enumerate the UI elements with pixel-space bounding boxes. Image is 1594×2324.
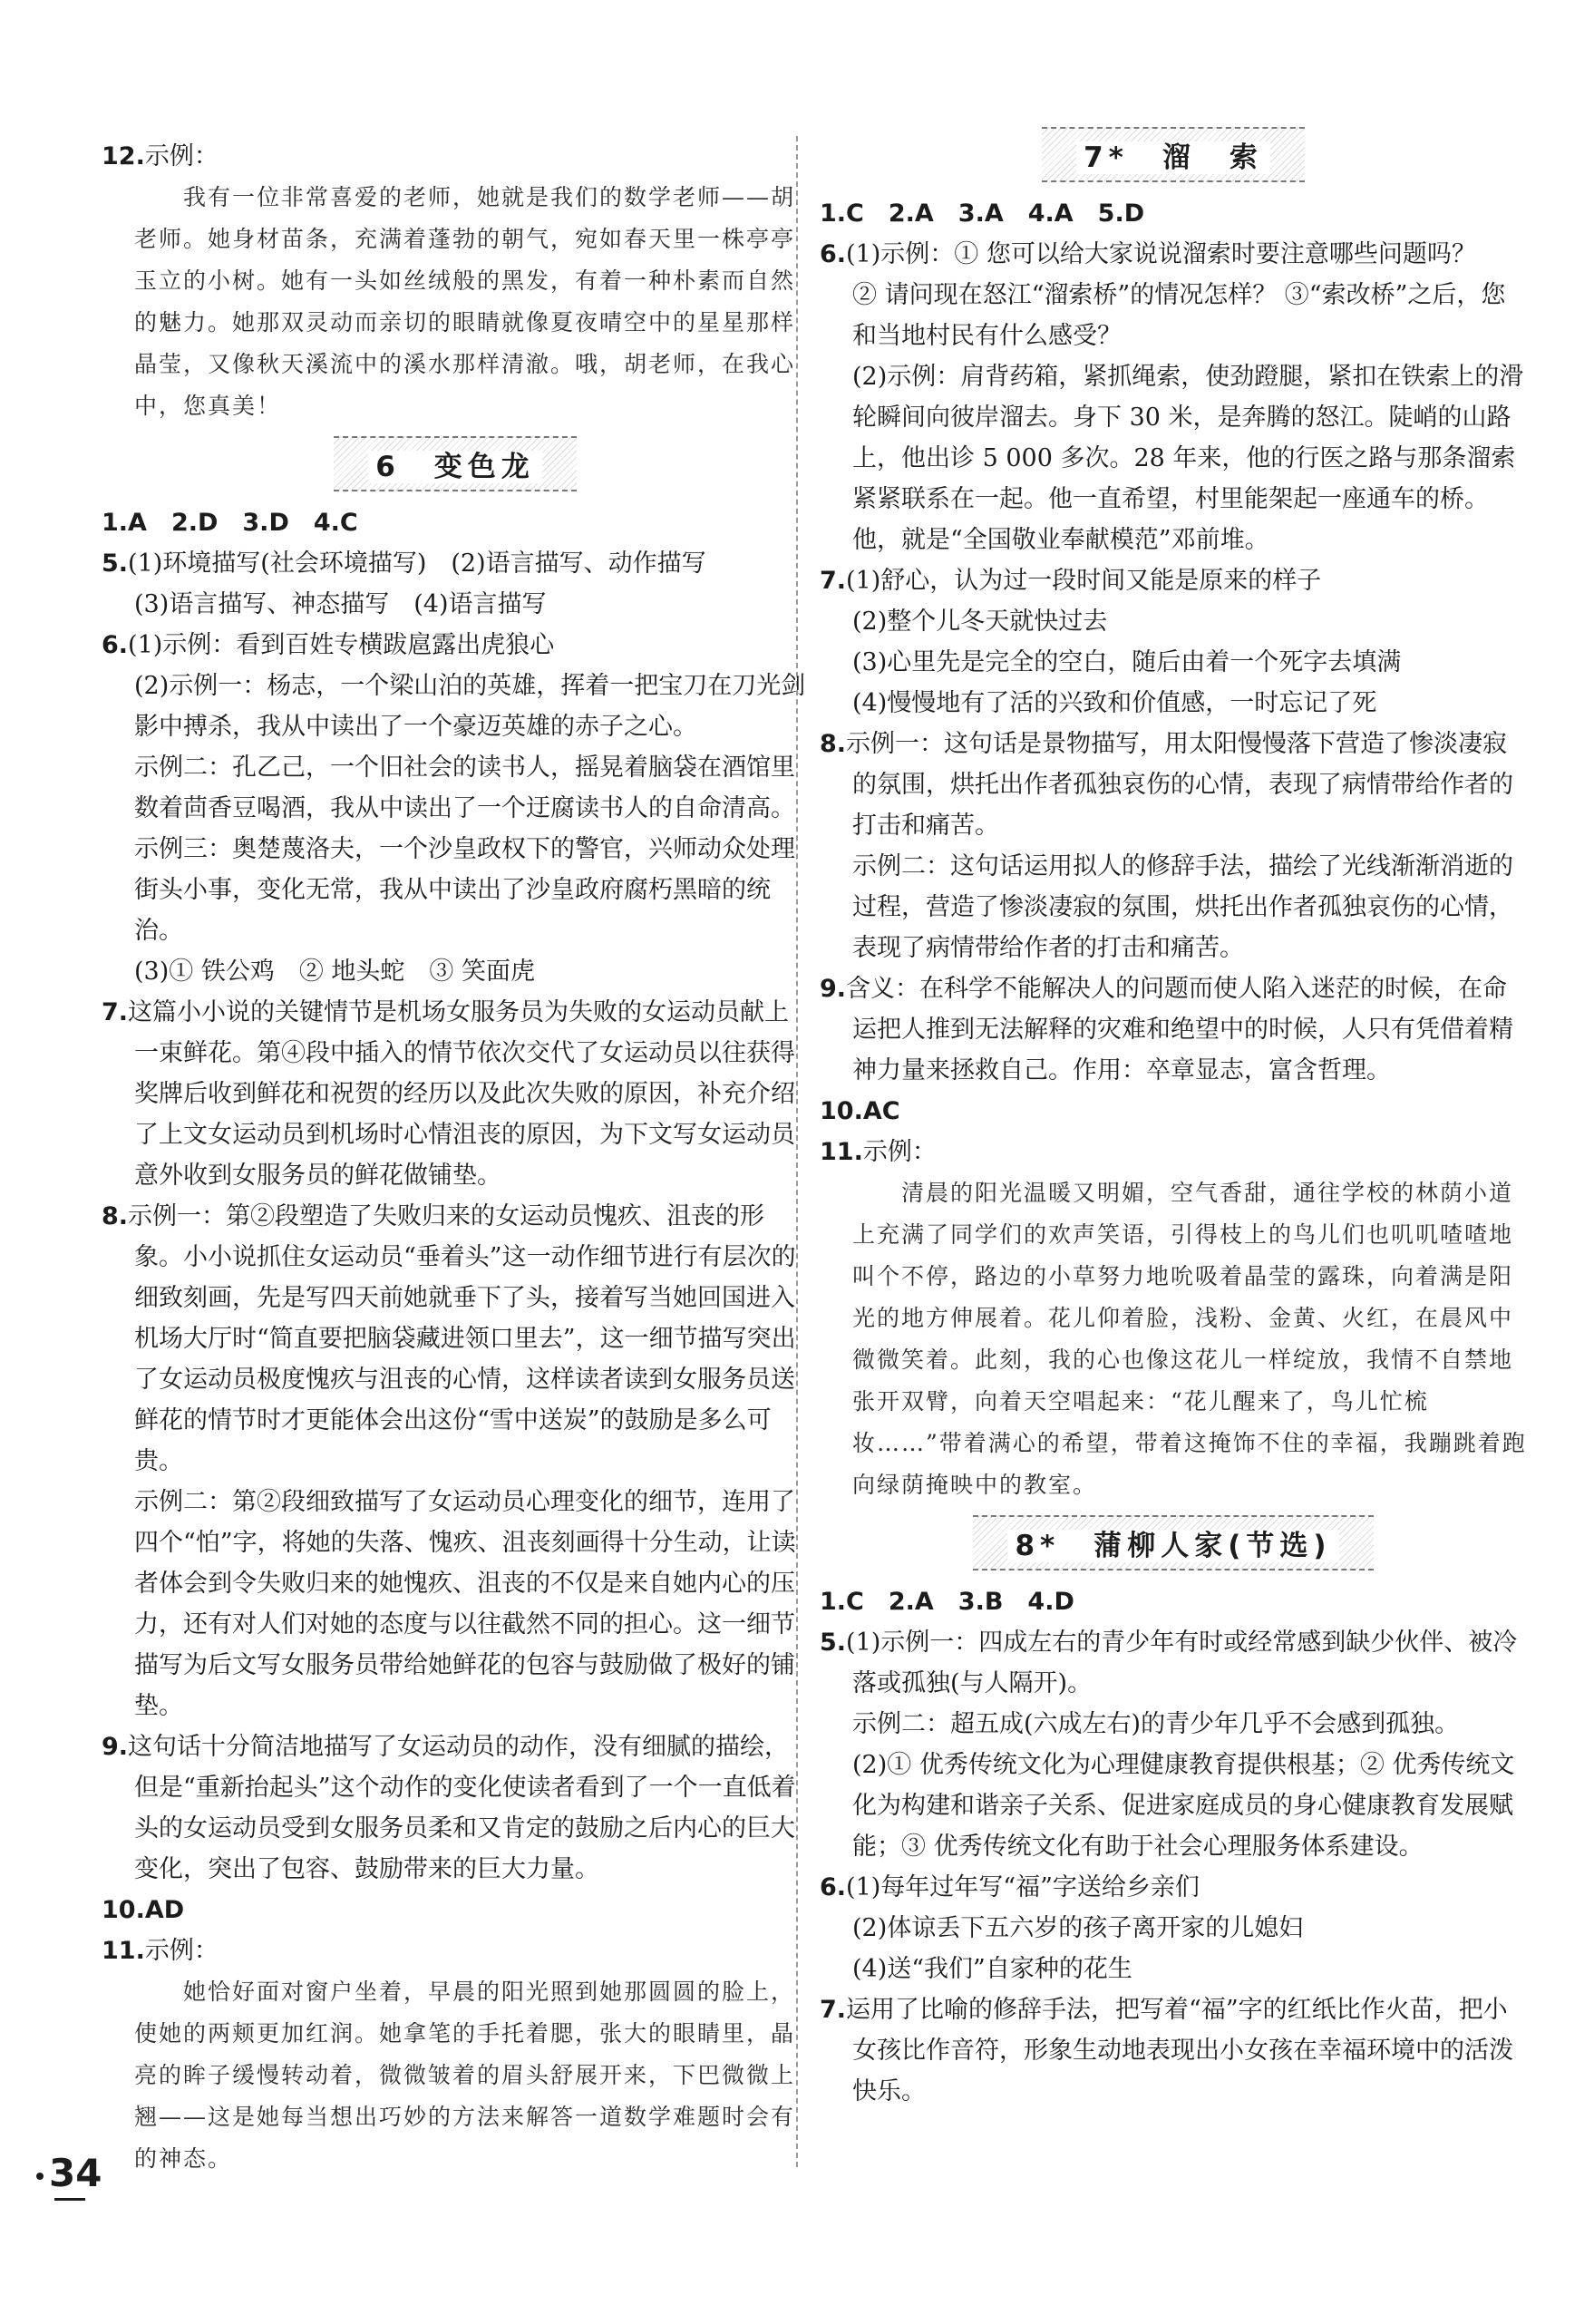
lesson-6-title: 6 变色龙 xyxy=(334,436,577,491)
l7-q8-a: 8.示例一：这句话是景物描写，用太阳慢慢落下营造了惨淡凄寂的氛围，烘托出作者孤独哀伤的心情，表现了病情带给作者的打击和痛苦。 xyxy=(820,730,1513,840)
l7-q6-c: (2)示例：肩背药箱，紧抓绳索，使劲蹬腿，紧扣在铁索上的滑轮瞬间向彼岸溜去。身下 30 米，是奔腾的怒江。陡峭的山路上，他出诊 5 000 多次。28 年来，他的行医之路与那条溜索紧紧联系在一起。他一直希望，村里能架起一座通车的桥。他，就是“全国敬业奉献模范”邓前堆。 xyxy=(852,363,1524,554)
l6-q8-b: 示例二：第②段细致描写了女运动员心理变化的细节，连用了四个“怕”字，将她的失落、愧疚、沮丧刻画得十分生动，让读者体会到令失败归来的她愧疚、沮丧的不仅是来自她内心的压力，还有对人们对她的态度与以往截然不同的担心。这一细节描写为后文写女服务员带给她鲜花的包容与鼓励做了极好的铺垫。 xyxy=(134,1488,796,1720)
l8-q5-a: 5.(1)示例一：四成左右的青少年有时或经常感到缺少伙伴、被冷落或孤独(与人隔开)。 xyxy=(820,1629,1518,1697)
q12-heading: 12.示例： xyxy=(102,142,219,170)
l7-q7-c: (3)心里先是完全的空白，随后由着一个死字去填满 xyxy=(852,648,1402,676)
l6-q7: 7.这篇小小说的关键情节是机场女服务员为失败的女运动员献上一束鲜花。第④段中插入的情节依次交代了女运动员以往获得奖牌后收到鲜花和祝贺的经历以及此次失败的原因，补充介绍了上文女运动员到机场时心情沮丧的原因，为下文写女运动员意外收到女服务员的鲜花做铺垫。 xyxy=(102,998,795,1190)
page-number: 34 xyxy=(36,2151,102,2195)
lesson-7-title: 7* 溜 索 xyxy=(1042,127,1305,182)
l6-q6-b: (2)示例一：杨志，一个梁山泊的英雄，挥着一把宝刀在刀光剑影中搏杀，我从中读出了一个豪迈英雄的赤子之心。 xyxy=(134,672,806,741)
l6-q6-e: (3)① 铁公鸡 ② 地头蛇 ③ 笑面虎 xyxy=(134,958,535,986)
l7-q7-d: (4)慢慢地有了活的兴致和价值感，一时忘记了死 xyxy=(852,689,1377,717)
l6-q5-a: 5.(1)环境描写(社会环境描写) (2)语言描写、动作描写 xyxy=(102,549,706,578)
l7-q6-b: ② 请问现在怒江“溜索桥”的情况怎样？ ③“索改桥”之后，您和当地村民有什么感受？ xyxy=(852,281,1506,350)
l8-q6-c: (4)送“我们”自家种的花生 xyxy=(852,1955,1132,1983)
l8-q6-a: 6.(1)每年过年写“福”字送给乡亲们 xyxy=(820,1873,1200,1901)
l7-q10: 10.AC xyxy=(820,1097,900,1125)
l8-q5-b: 示例二：超五成(六成左右)的青少年几乎不会感到孤独。 xyxy=(852,1710,1460,1738)
l7-q1-answers: 1.C 2.A 3.A 4.A 5.D xyxy=(820,199,1145,228)
l6-q10: 10.AD xyxy=(102,1896,185,1924)
l6-q11-heading: 11.示例： xyxy=(102,1937,219,1965)
l8-q5-c: (2)① 优秀传统文化为心理健康教育提供根基；② 优秀传统文化为构建和谐亲子关系、促进家庭成员的身心健康教育发展赋能；③ 优秀传统文化有助于社会心理服务体系建设。 xyxy=(852,1751,1515,1861)
l7-q11-essay: 清晨的阳光温暖又明媚，空气香甜，通往学校的林荫小道上充满了同学们的欢声笑语，引得枝上的鸟儿们也叽叽喳喳地叫个不停，路边的小草努力地吮吸着晶莹的露珠，向着满是阳光的地方伸展着。花儿仰着脸，浅粉、金黄、火红，在晨风中微微笑着。此刻，我的心也像这花儿一样绽放，我情不自禁地张开双臂，向着天空唱起来：“花儿醒来了，鸟儿忙梳妆……”带着满心的希望，带着这掩饰不住的幸福，我蹦跳着跑向绿荫掩映中的教室。 xyxy=(852,1180,1527,1498)
l8-q7: 7.运用了比喻的修辞手法，把写着“福”字的红纸比作火苗，把小女孩比作音符，形象生动地表现出小女孩在幸福环境中的活泼快乐。 xyxy=(820,1996,1513,2105)
l7-q7-b: (2)整个儿冬天就快过去 xyxy=(852,608,1108,636)
l7-q6-a: 6.(1)示例：① 您可以给大家说说溜索时要注意哪些问题吗？ xyxy=(820,240,1476,268)
l6-q6-d: 示例三：奥楚蔑洛夫，一个沙皇政权下的警官，兴师动众处理街头小事，变化无常，我从中读出了沙皇政府腐朽黑暗的统治。 xyxy=(134,835,795,945)
l6-q8-a: 8.示例一：第②段塑造了失败归来的女运动员愧疚、沮丧的形象。小小说抓住女运动员“垂着头”这一动作细节进行有层次的细致刻画，先是写四天前她就垂下了头，接着写当她回国进入机场大厅时“简直要把脑袋藏进领口里去”，这一细节描写突出了女运动员极度愧疚与沮丧的心情，这样读者读到女服务员送鲜花的情节时才更能体会出这份“雪中送炭”的鼓励是多么可贵。 xyxy=(102,1202,796,1475)
left-column xyxy=(102,136,809,2180)
right-column xyxy=(820,136,1527,2112)
l7-q7-a: 7.(1)舒心，认为过一段时间又能是原来的样子 xyxy=(820,567,1322,595)
l8-q1-answers: 1.C 2.A 3.B 4.D xyxy=(820,1588,1074,1616)
page-number-underline xyxy=(54,2198,85,2201)
lesson-8-title-wrap xyxy=(820,1515,1527,1570)
lesson-8-title: 8* 蒲柳人家(节选) xyxy=(973,1515,1373,1570)
l8-q6-b: (2)体谅丢下五六岁的孩子离开家的儿媳妇 xyxy=(852,1914,1304,1942)
l6-q1-answers: 1.A 2.D 3.D 4.C xyxy=(102,509,358,537)
lesson-7-title-wrap xyxy=(820,127,1527,182)
l6-q9: 9.这句话十分简洁地描写了女运动员的动作，没有细腻的描绘，但是“重新抬起头”这个动作的变化使读者看到了一个一直低着头的女运动员受到女服务员柔和又肯定的鼓励之后内心的巨大变化，突出了包容、鼓励带来的巨大力量。 xyxy=(102,1733,796,1883)
l6-q6-a: 6.(1)示例：看到百姓专横跋扈露出虎狼心 xyxy=(102,631,555,659)
lesson-6-title-wrap xyxy=(102,436,809,491)
q12-essay: 我有一位非常喜爱的老师，她就是我们的数学老师——胡老师。她身材苗条，充满着蓬勃的朝气，宛如春天里一株亭亭玉立的小树。她有一头如丝绒般的黑发，有着一种朴素而自然的魅力。她那双灵动而亲切的眼睛就像夏夜晴空中的星星那样晶莹，又像秋天溪流中的溪水那样清澈。哦，胡老师，在我心中，您真美！ xyxy=(134,184,796,419)
l7-q11-heading: 11.示例： xyxy=(820,1138,937,1166)
l6-q5-b: (3)语言描写、神态描写 (4)语言描写 xyxy=(134,590,547,618)
l6-q6-c: 示例二：孔乙己，一个旧社会的读书人，摇晃着脑袋在酒馆里数着茴香豆喝酒，我从中读出了一个迂腐读书人的自命清高。 xyxy=(134,754,795,822)
l7-q8-b: 示例二：这句话运用拟人的修辞手法，描绘了光线渐渐消逝的过程，营造了惨淡凄寂的氛围，烘托出作者孤独哀伤的心情，表现了病情带给作者的打击和痛苦。 xyxy=(852,852,1513,962)
l6-q11-essay: 她恰好面对窗户坐着，早晨的阳光照到她那圆圆的脸上，使她的两颊更加红润。她拿笔的手托着腮，张大的眼睛里，晶亮的眸子缓慢转动着，微微皱着的眉头舒展开来，下巴微微上翘——这是她每当想出巧妙的方法来解答一道数学难题时会有的神态。 xyxy=(134,1979,796,2172)
l7-q9: 9.含义：在科学不能解决人的问题而使人陷入迷茫的时候，在命运把人推到无法解释的灾难和绝望中的时候，人只有凭借着精神力量来拯救自己。作用：卒章显志，富含哲理。 xyxy=(820,975,1513,1084)
